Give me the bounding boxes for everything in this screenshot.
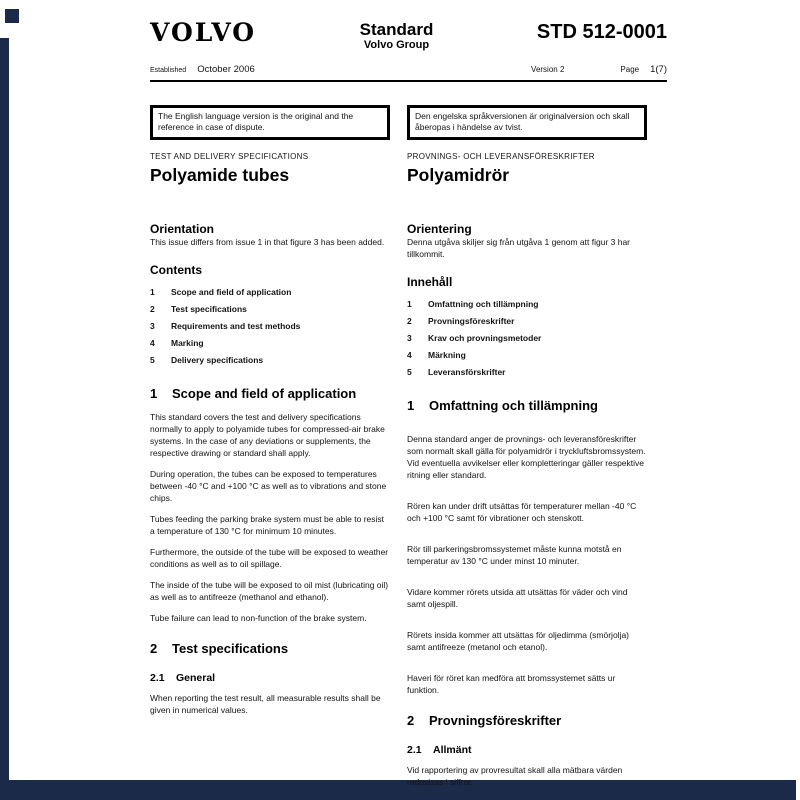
- meta-row: [150, 64, 667, 75]
- toc-swedish: [407, 296, 647, 381]
- document-masthead: [150, 0, 667, 52]
- section-2-1-heading-sv: [407, 744, 647, 757]
- org-subtitle: Volvo Group: [363, 39, 430, 51]
- doc-title-english: Polyamide tubes: [150, 165, 290, 185]
- paragraph: Tubes feeding the parking brake system must be able to resist a temperature of 130 °C for minimum 10 minutes.: [150, 514, 385, 536]
- version-text: Version 2: [531, 65, 565, 74]
- orientation-heading-sv: Orientering: [407, 222, 472, 236]
- column-swedish: [407, 152, 647, 788]
- toc-item-label: Marking: [171, 338, 204, 348]
- section-title: Provningsföreskrifter: [429, 713, 562, 728]
- paragraph: Furthermore, the outside of the tube will be exposed to weather conditions as well as to oil spillage.: [150, 547, 389, 569]
- paragraph: Denna standard anger de provnings- och leveransföreskrifter som normalt skall gälla för polyamidrör i tryckluftsbromssystem. Vid eventuella avvikelser eller kompletteringar gäller respektive ritning eller standard.: [407, 434, 646, 480]
- paragraph: Haveri för röret kan medföra att bromssystemet sätts ur funktion.: [407, 673, 616, 695]
- volvo-logo: VOLVO: [150, 18, 257, 47]
- contents-heading-en: Contents: [150, 263, 202, 277]
- section-2-1-heading-en: [150, 672, 390, 685]
- toc-item-label: Test specifications: [171, 304, 247, 314]
- section-title: Test specifications: [172, 641, 289, 656]
- toc-item-number: 4: [150, 338, 155, 348]
- toc-item-number: 1: [150, 287, 155, 297]
- toc-item-number: 2: [407, 316, 412, 326]
- toc-item: [407, 330, 647, 347]
- doc-number: STD 512-0001: [536, 21, 667, 43]
- toc-item-label: Omfattning och tillämpning: [428, 299, 539, 309]
- toc-item-number: 2: [150, 304, 155, 314]
- section-number: 2: [407, 713, 415, 728]
- subsection-title: Allmänt: [433, 744, 472, 756]
- section-1-heading-en: [150, 386, 390, 402]
- toc-item-label: Delivery specifications: [171, 355, 264, 365]
- toc-english: [150, 284, 390, 369]
- toc-item: [407, 313, 647, 330]
- toc-item-label: Provningsföreskrifter: [428, 316, 515, 326]
- notice-box-swedish: Den engelska språkversionen är originalversion och skall åberopas i händelse av tvist.: [407, 105, 647, 140]
- contents-heading-sv: Innehåll: [407, 275, 453, 289]
- orientation-body-en: This issue differs from issue 1 in that figure 3 has been added.: [150, 237, 385, 247]
- paragraph: Rörets insida kommer att utsättas för oljedimma (smörjolja) samt antifreeze (metanol och etanol).: [407, 630, 630, 652]
- page-number: 1(7): [650, 64, 667, 75]
- header-rule: [150, 80, 667, 82]
- toc-item: [150, 335, 390, 352]
- subsection-number: 2.1: [407, 744, 422, 756]
- toc-item-number: 3: [407, 333, 412, 343]
- toc-item-number: 4: [407, 350, 412, 360]
- notice-row: [150, 105, 667, 140]
- section-number: 1: [407, 398, 415, 413]
- toc-item: [150, 352, 390, 369]
- orientation-heading-en: Orientation: [150, 222, 215, 236]
- paragraph: Tube failure can lead to non-function of the brake system.: [150, 613, 367, 623]
- paragraph: Vid rapportering av provresultat skall alla mätbara värden redovisas i siffror.: [407, 765, 623, 787]
- toc-item: [150, 301, 390, 318]
- toc-item-label: Märkning: [428, 350, 466, 360]
- body-columns: [150, 152, 667, 788]
- document-page: [150, 0, 667, 788]
- masthead-center: [256, 20, 537, 52]
- doc-type-title: Standard: [359, 20, 434, 39]
- toc-item-number: 3: [150, 321, 155, 331]
- toc-item-number: 5: [150, 355, 155, 365]
- paragraph: Rören kan under drift utsättas för temperaturer mellan -40 °C och +100 °C samt för vibrationer och stenskott.: [407, 501, 637, 523]
- doc-title-swedish: Polyamidrör: [407, 165, 510, 185]
- toc-item-number: 5: [407, 367, 412, 377]
- paragraph: Rör till parkeringsbromssystemet måste kunna motstå en temperatur av 130 °C under minst 10 minuter.: [407, 544, 622, 566]
- subsection-number: 2.1: [150, 672, 165, 684]
- toc-item: [150, 284, 390, 301]
- toc-item: [150, 318, 390, 335]
- toc-item-label: Scope and field of application: [171, 287, 292, 297]
- page-label: Page: [620, 65, 640, 74]
- section-2-heading-sv: [407, 713, 647, 729]
- paragraph: This standard covers the test and delivery specifications normally to apply to polyamide tubes for compressed-air brake systems. In the case of any deviations or supplements, the respective drawing or standard shall apply.: [150, 412, 385, 458]
- section-title: Omfattning och tillämpning: [429, 398, 598, 413]
- toc-item: [407, 296, 647, 313]
- toc-item-label: Krav och provningsmetoder: [428, 333, 542, 343]
- subsection-title: General: [176, 672, 216, 684]
- paragraph: When reporting the test result, all measurable results shall be given in numerical values.: [150, 693, 381, 715]
- section-number: 2: [150, 641, 158, 656]
- toc-item-number: 1: [407, 299, 412, 309]
- frame-left-bar: [0, 38, 9, 800]
- toc-item: [407, 364, 647, 381]
- notice-box-english: The English language version is the original and the reference in case of dispute.: [150, 105, 390, 140]
- section-title: Scope and field of application: [172, 386, 357, 401]
- section-2-heading-en: [150, 641, 390, 657]
- frame-corner-square: [5, 9, 19, 23]
- paragraph: The inside of the tube will be exposed to oil mist (lubricating oil) as well as to antifreeze (methanol and ethanol).: [150, 580, 389, 602]
- established-label: Established: [150, 67, 187, 74]
- kicker-swedish: PROVNINGS- OCH LEVERANSFÖRESKRIFTER: [407, 152, 595, 161]
- orientation-body-sv: Denna utgåva skiljer sig från utgåva 1 genom att figur 3 har tillkommit.: [407, 237, 631, 259]
- toc-item-label: Requirements and test methods: [171, 321, 301, 331]
- kicker-english: TEST AND DELIVERY SPECIFICATIONS: [150, 152, 309, 161]
- column-english: [150, 152, 390, 788]
- toc-item: [407, 347, 647, 364]
- paragraph: During operation, the tubes can be exposed to temperatures between -40 °C and +100 °C as well as to vibrations and stone chips.: [150, 469, 387, 503]
- section-number: 1: [150, 386, 158, 401]
- section-1-heading-sv: [407, 398, 647, 414]
- toc-item-label: Leveransförskrifter: [428, 367, 506, 377]
- paragraph: Vidare kommer rörets utsida att utsättas för väder och vind samt oljespill.: [407, 587, 628, 609]
- established-value: October 2006: [197, 64, 255, 75]
